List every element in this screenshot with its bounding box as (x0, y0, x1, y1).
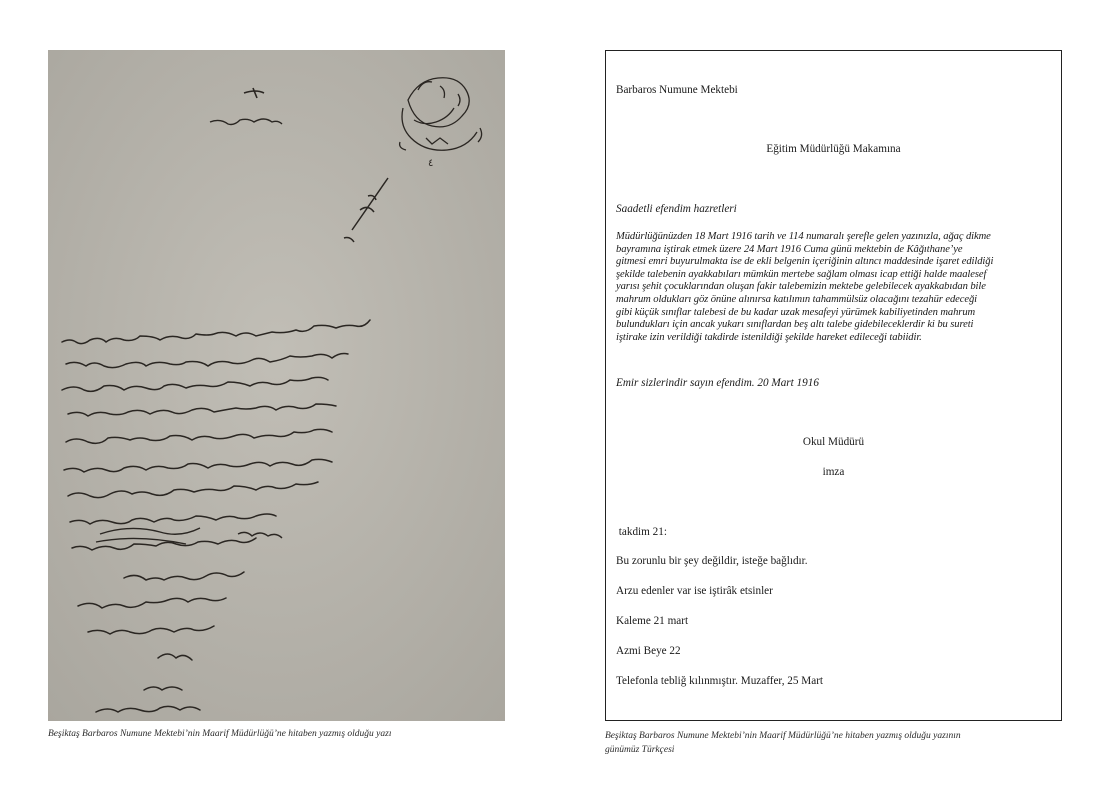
note-line: Azmi Beye 22 (616, 645, 681, 657)
manuscript-image (48, 50, 505, 721)
signer-title: Okul Müdürü (802, 436, 865, 448)
signature-label: imza (822, 466, 845, 478)
closing-line: Emir sizlerindir sayın efendim. 20 Mart 1916 (616, 377, 819, 389)
salutation: Saadetli efendim hazretleri (616, 203, 737, 215)
body-line: bulundukları için ancak yukarı sınıflardan beş altı talebe gidebileceklerdir ki bu sureti (616, 319, 974, 331)
transcription-box (605, 50, 1062, 721)
body-line: şekilde talebenin ayakkabıları mümkün mertebe sağlam olması icap ettiği halde maalesef (616, 268, 987, 280)
note-number: takdim 21: (616, 526, 667, 538)
right-caption (605, 729, 1025, 757)
right-caption-line: günümüz Türkçesi (605, 745, 675, 755)
letter-body (616, 231, 1048, 344)
note-line: Kaleme 21 mart (616, 615, 689, 627)
addressee: Eğitim Müdürlüğü Makamına (766, 143, 901, 155)
school-name: Barbaros Numune Mektebi (616, 84, 738, 96)
manuscript-scan (48, 50, 505, 721)
left-caption: Beşiktaş Barbaros Numune Mektebi’nin Maarif Müdürlüğü’ne hitaben yazmış olduğu yazı (48, 729, 392, 739)
body-line: Müdürlüğünüzden 18 Mart 1916 tarih ve 114 numaralı şerefle gelen yazınızla, ağaç dikme (616, 231, 991, 242)
body-line: mahrum oldukları göz önüne alınırsa katılımın tahammülsüz olacağını tezahür edeceği (616, 293, 977, 305)
note-line: Bu zorunlu bir şey değildir, isteğe bağlıdır. (616, 555, 808, 567)
body-line: yarısı şehit çocuklarından oluşan fakir talebemizin mektebe gelebilecek ayakkabıdan bile (616, 281, 986, 293)
body-line: iştirake izin verildiği takdirde istenildiği şekilde hareket edileceği tabiidir. (616, 331, 922, 343)
body-line: gibi küçük sınıflar talebesi de bu kadar uzak mesafeyi yürümek kabiliyetinden mahrum (616, 306, 976, 318)
note-line: Telefonla tebliğ kılınmıştır. Muzaffer, 25 Mart (616, 675, 824, 687)
note-line: Arzu edenler var ise iştirâk etsinler (616, 585, 773, 597)
right-caption-line: Beşiktaş Barbaros Numune Mektebi’nin Maarif Müdürlüğü’ne hitaben yazmış olduğu yazının (605, 731, 961, 741)
body-line: gitmesi emri buyurulmakta ise de ekli belgenin içeriğinin altıncı maddesinde işaret edildiği (616, 256, 994, 268)
page-number-mark: ٤ (428, 158, 434, 169)
body-line: bayramına iştirak etmek üzere 24 Mart 1916 Cuma günü mektebin de Kâğıthane’ye (616, 243, 963, 255)
